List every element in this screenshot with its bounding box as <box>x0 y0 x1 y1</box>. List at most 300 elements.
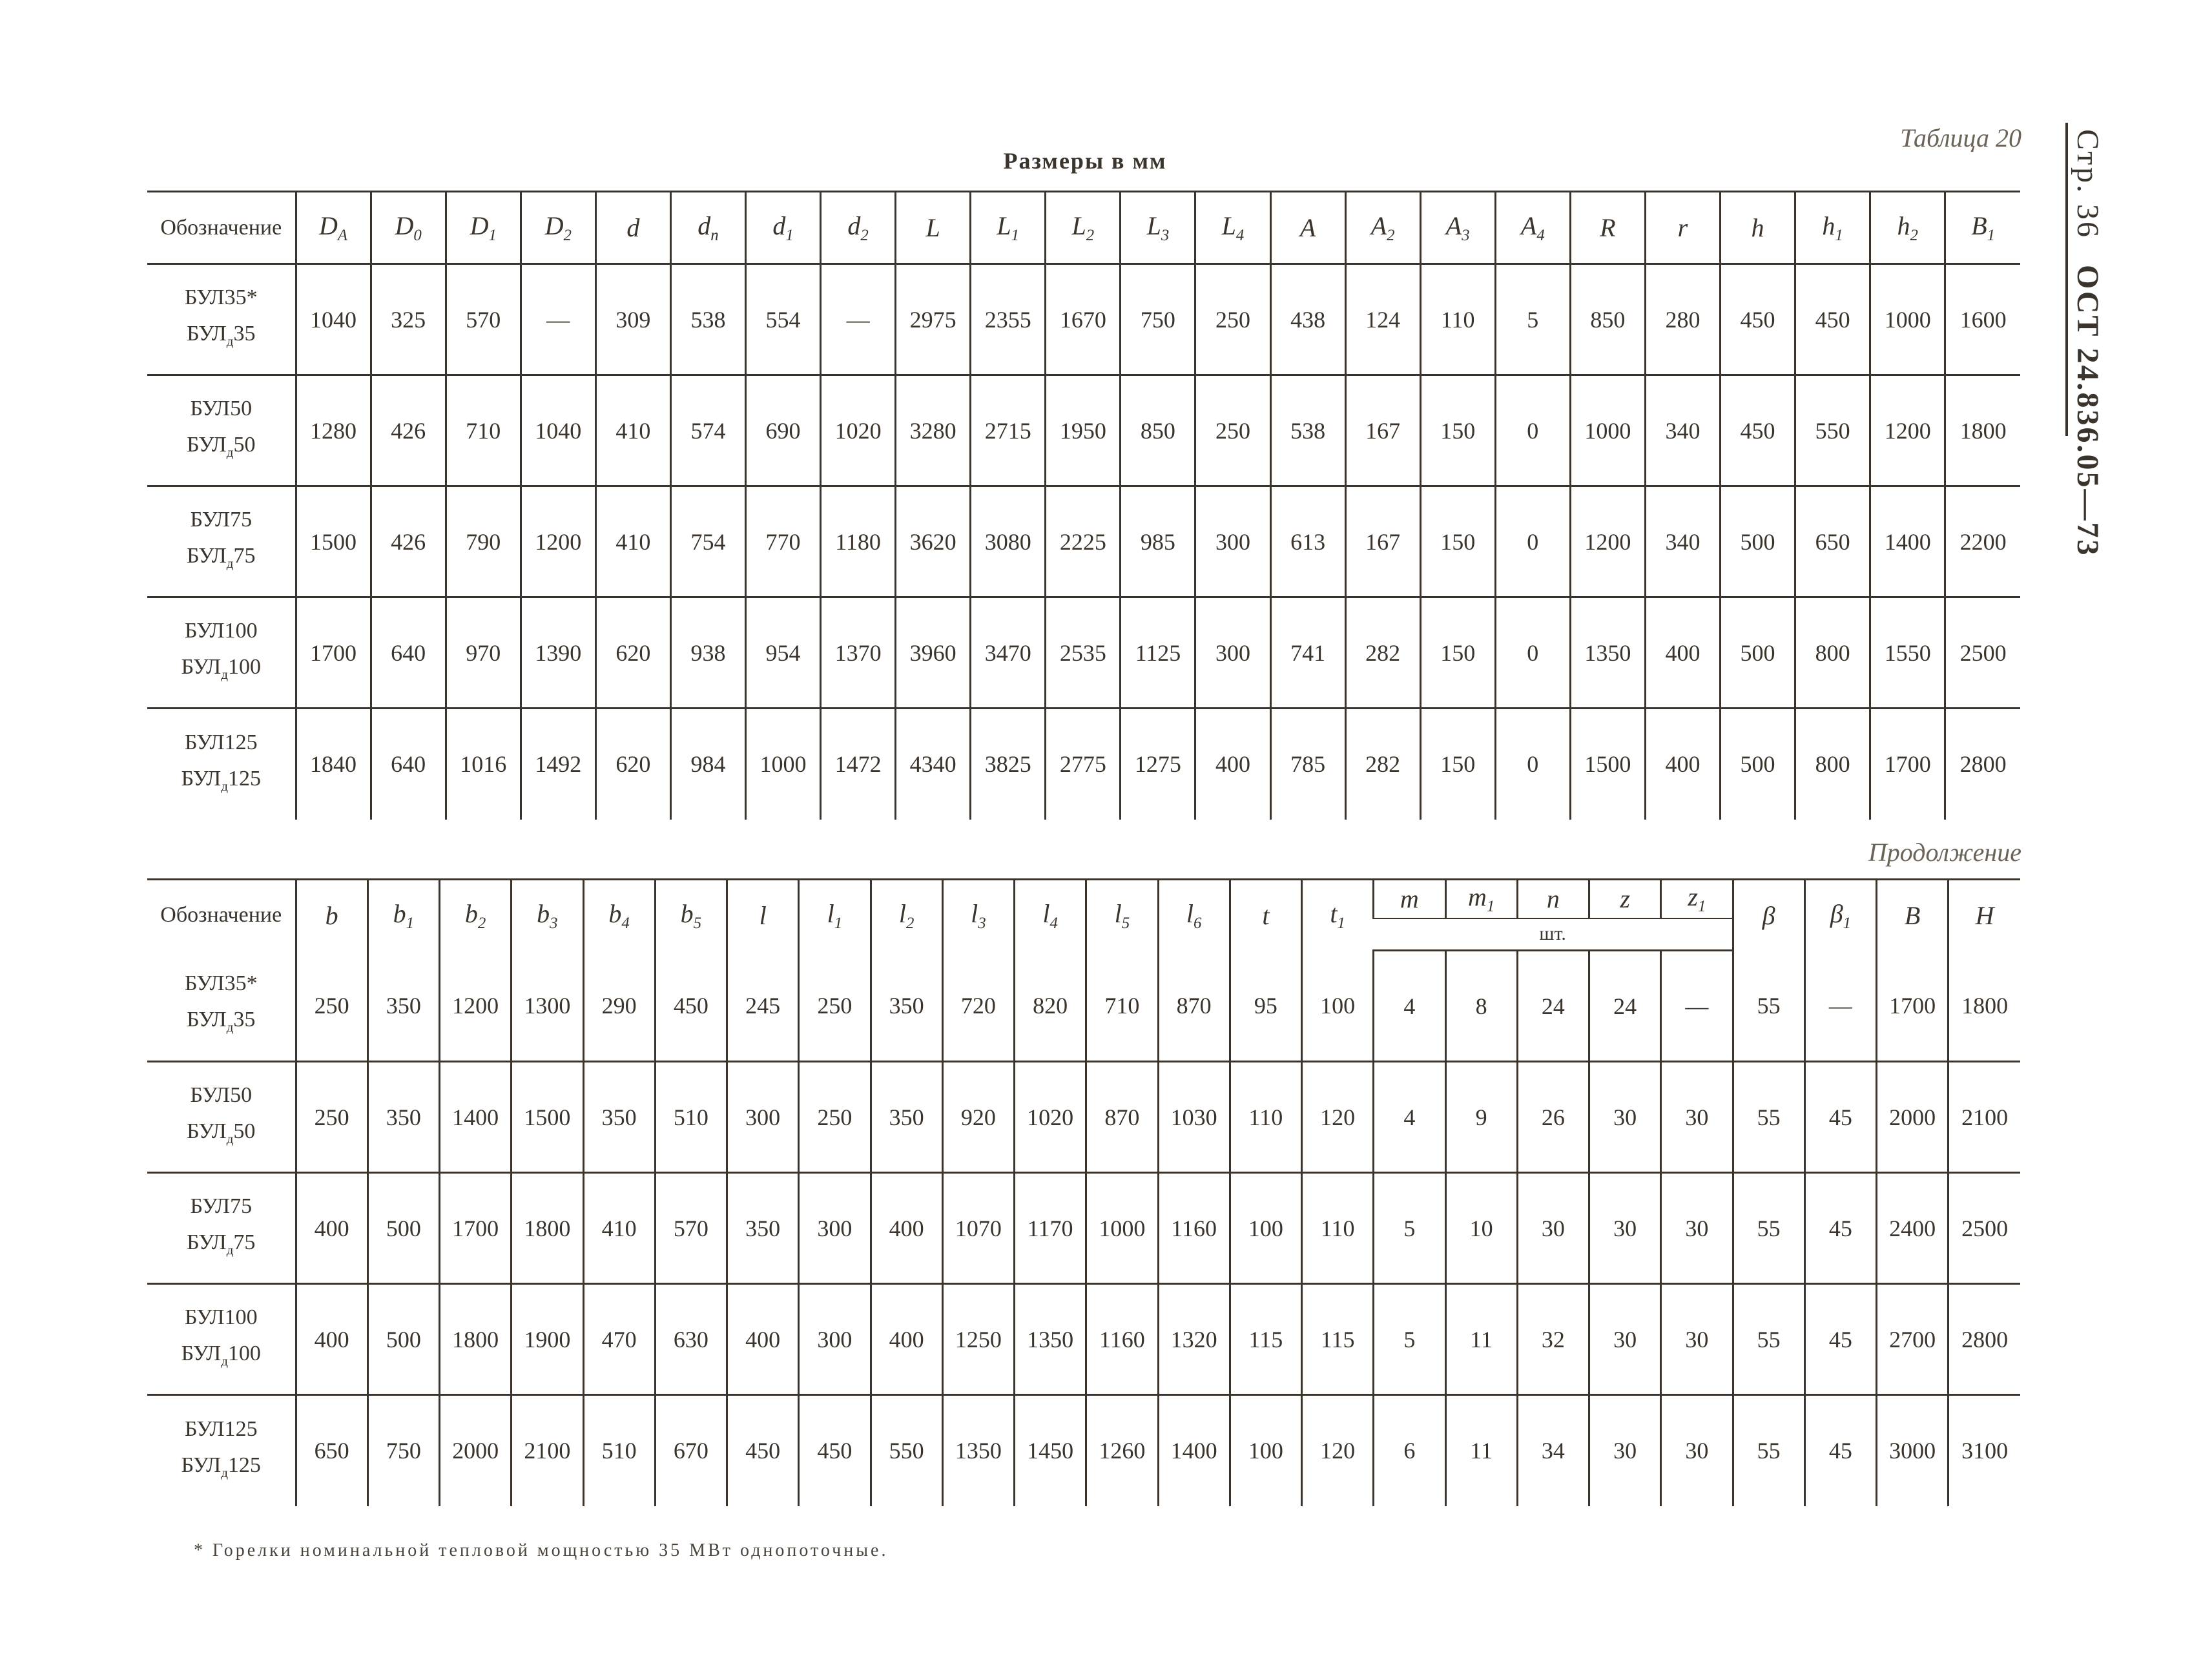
header-a-4: $A_4$ <box>1495 192 1570 264</box>
table-cell: 770 <box>745 486 820 597</box>
table-cell: 670 <box>655 1395 727 1506</box>
table-cell: 870 <box>1158 951 1230 1062</box>
table-cell: 300 <box>1195 597 1270 709</box>
table-cell: 2400 <box>1877 1173 1948 1284</box>
table-cell: 650 <box>296 1395 367 1506</box>
table-cell: 1600 <box>1945 264 2020 375</box>
table-cell: 1840 <box>296 709 371 820</box>
table-cell: 45 <box>1804 1173 1876 1284</box>
header-d-1: $d_1$ <box>745 192 820 264</box>
table-cell: 400 <box>727 1284 799 1395</box>
table-cell: 570 <box>446 264 521 375</box>
table-cell: 450 <box>727 1395 799 1506</box>
table-cell: 800 <box>1795 597 1870 709</box>
table-cell: 30 <box>1661 1173 1733 1284</box>
table-cell: 1800 <box>1948 951 2020 1062</box>
table-cell: 400 <box>1645 709 1720 820</box>
table-cell: 1200 <box>1570 486 1645 597</box>
table-cell: 120 <box>1302 1062 1374 1173</box>
table-cell: 115 <box>1230 1284 1301 1395</box>
table-cell: 350 <box>367 1062 439 1173</box>
header-b-1: $b_1$ <box>367 880 439 951</box>
table-cell: 1950 <box>1046 375 1121 486</box>
table-cell: 1350 <box>942 1395 1014 1506</box>
table-cell: 570 <box>655 1173 727 1284</box>
table-cell: 2000 <box>440 1395 512 1506</box>
row-designation: БУЛ100 $БУЛ_д100$ <box>147 1284 296 1395</box>
table-cell: 710 <box>446 375 521 486</box>
table-cell: 167 <box>1345 375 1420 486</box>
header-l: L <box>896 192 971 264</box>
table-cell: 45 <box>1804 1062 1876 1173</box>
table-row <box>147 951 2020 1062</box>
header--: β <box>1733 880 1804 951</box>
table-cell: 30 <box>1517 1173 1589 1284</box>
table-cell: 1350 <box>1015 1284 1086 1395</box>
table-cell: 410 <box>583 1173 655 1284</box>
table-cell: 55 <box>1733 1284 1804 1395</box>
row-designation: БУЛ75 $БУЛ_д75$ <box>147 1173 296 1284</box>
table-cell: 410 <box>595 486 670 597</box>
table-cell: 1280 <box>296 375 371 486</box>
table-cell: 110 <box>1302 1173 1374 1284</box>
table-cell: 754 <box>670 486 745 597</box>
table-cell: 870 <box>1086 1062 1158 1173</box>
table-row <box>147 486 2020 597</box>
table-cell: 350 <box>871 1062 942 1173</box>
table-cell: 2700 <box>1877 1284 1948 1395</box>
table-cell: 30 <box>1589 1284 1661 1395</box>
table-row <box>147 375 2020 486</box>
table-cell: 0 <box>1495 709 1570 820</box>
table-cell: 2975 <box>896 264 971 375</box>
table-cell: 2500 <box>1945 597 2020 709</box>
table-cell: 450 <box>1721 264 1795 375</box>
table-cell: 613 <box>1270 486 1345 597</box>
table-cell: 1700 <box>1877 951 1948 1062</box>
table-cell: 30 <box>1589 1395 1661 1506</box>
table-cell: 400 <box>871 1284 942 1395</box>
table-cell: 350 <box>367 951 439 1062</box>
header-b: b <box>296 880 367 951</box>
table-cell: 300 <box>727 1062 799 1173</box>
header-l: l <box>727 880 799 951</box>
header-l-2: $L_2$ <box>1046 192 1121 264</box>
table-cell: 1800 <box>512 1173 583 1284</box>
units-caption: Размеры в мм <box>1003 148 1167 174</box>
table-row <box>147 709 2020 820</box>
header-d-п: $d_п$ <box>670 192 745 264</box>
table-cell: 2225 <box>1046 486 1121 597</box>
header-a-3: $A_3$ <box>1420 192 1495 264</box>
table-cell: — <box>1661 951 1733 1062</box>
table-cell: 1700 <box>1870 709 1945 820</box>
table-cell: 2000 <box>1877 1062 1948 1173</box>
table-cell: 1200 <box>440 951 512 1062</box>
table-cell: 1180 <box>821 486 896 597</box>
header-l-5: $l_5$ <box>1086 880 1158 951</box>
table-cell: 1275 <box>1121 709 1195 820</box>
table-cell: 1450 <box>1015 1395 1086 1506</box>
row-designation: БУЛ35* $БУЛ_д35$ <box>184 971 258 1035</box>
header-h-1: $h_1$ <box>1795 192 1870 264</box>
table-cell: 340 <box>1645 486 1720 597</box>
table-cell: 350 <box>871 951 942 1062</box>
header-l-3: $L_3$ <box>1121 192 1195 264</box>
header-d-a: $D_A$ <box>296 192 371 264</box>
table-cell: 34 <box>1517 1395 1589 1506</box>
table-cell: 984 <box>670 709 745 820</box>
table-cell: 1500 <box>296 486 371 597</box>
table-cell: 470 <box>583 1284 655 1395</box>
table-cell: 620 <box>595 709 670 820</box>
table-cell: 3470 <box>971 597 1046 709</box>
header-d-1: $D_1$ <box>446 192 521 264</box>
table-cell: 100 <box>1302 951 1374 1062</box>
header-z: z <box>1589 880 1661 918</box>
table-cell: 245 <box>727 951 799 1062</box>
header-a: A <box>1270 192 1345 264</box>
table-cell: 2500 <box>1948 1173 2020 1284</box>
table-cell: 1070 <box>942 1173 1014 1284</box>
table-cell: 5 <box>1495 264 1570 375</box>
header-unit-pcs: шт. <box>1374 918 1733 951</box>
table-cell: 100 <box>1230 1173 1301 1284</box>
table-cell: 410 <box>595 375 670 486</box>
header-a-2: $A_2$ <box>1345 192 1420 264</box>
table-cell: 95 <box>1230 951 1301 1062</box>
table-cell: 300 <box>799 1284 871 1395</box>
table-cell: 55 <box>1733 951 1804 1062</box>
table-cell: 10 <box>1445 1173 1517 1284</box>
table-row <box>147 597 2020 709</box>
table-cell: 0 <box>1495 597 1570 709</box>
table-cell: 640 <box>371 597 446 709</box>
table-cell: 8 <box>1445 951 1517 1062</box>
table-cell: 250 <box>799 951 871 1062</box>
table-row <box>147 1062 2020 1173</box>
header-b-1: $B_1$ <box>1945 192 2020 264</box>
table-cell: 5 <box>1374 1173 1445 1284</box>
table-cell: 30 <box>1661 1062 1733 1173</box>
table-cell: 1020 <box>1015 1062 1086 1173</box>
table-cell: 2775 <box>1046 709 1121 820</box>
table-row <box>147 264 2020 375</box>
table-cell: 110 <box>1230 1062 1301 1173</box>
continuation-label: Продолжение <box>1868 838 2021 867</box>
header-t-1: $t_1$ <box>1302 880 1374 951</box>
table-cell: 2535 <box>1046 597 1121 709</box>
table-cell: 938 <box>670 597 745 709</box>
table-label: Таблица 20 <box>1900 123 2021 152</box>
header-r: r <box>1645 192 1720 264</box>
table-cell: 45 <box>1804 1284 1876 1395</box>
table-cell: 820 <box>1015 951 1086 1062</box>
table-cell: 309 <box>595 264 670 375</box>
table-cell: 4340 <box>896 709 971 820</box>
table-cell: 1160 <box>1086 1284 1158 1395</box>
table-cell: 1320 <box>1158 1284 1230 1395</box>
header-b-5: $b_5$ <box>655 880 727 951</box>
header-h-2: $h_2$ <box>1870 192 1945 264</box>
table-cell: 340 <box>1645 375 1720 486</box>
table-cell: 1500 <box>1570 709 1645 820</box>
table-cell: 1260 <box>1086 1395 1158 1506</box>
table-cell: 2355 <box>971 264 1046 375</box>
table-cell: 1700 <box>440 1173 512 1284</box>
table-cell: 550 <box>1795 375 1870 486</box>
table-cell: 450 <box>1795 264 1870 375</box>
table-cell: 850 <box>1121 375 1195 486</box>
table-cell: 554 <box>745 264 820 375</box>
header-d-2: $d_2$ <box>821 192 896 264</box>
table-cell: 1170 <box>1015 1173 1086 1284</box>
table-cell: 32 <box>1517 1284 1589 1395</box>
row-designation: БУЛ125 $БУЛ_д125$ <box>147 709 296 820</box>
table-cell: 426 <box>371 375 446 486</box>
table-cell: 1900 <box>512 1284 583 1395</box>
table-cell: 640 <box>371 709 446 820</box>
table-cell: 800 <box>1795 709 1870 820</box>
table-cell: 400 <box>1645 597 1720 709</box>
header-b: B <box>1877 880 1948 951</box>
table-cell: 1040 <box>521 375 595 486</box>
header-m-1: $m_1$ <box>1445 880 1517 918</box>
table-cell: 26 <box>1517 1062 1589 1173</box>
table-cell: 250 <box>799 1062 871 1173</box>
table-cell: 2100 <box>512 1395 583 1506</box>
table-row <box>147 1395 2020 1506</box>
table-cell: 1000 <box>1570 375 1645 486</box>
table-row <box>147 1284 2020 1395</box>
table-cell: 1020 <box>821 375 896 486</box>
table-cell: 538 <box>1270 375 1345 486</box>
table-cell: 250 <box>296 1062 367 1173</box>
table-cell: 690 <box>745 375 820 486</box>
table-cell: 1040 <box>296 264 371 375</box>
table-cell: 1000 <box>1086 1173 1158 1284</box>
table-cell: 250 <box>1195 375 1270 486</box>
header-d-2: $D_2$ <box>521 192 595 264</box>
table-cell: 55 <box>1733 1173 1804 1284</box>
table-cell: 1160 <box>1158 1173 1230 1284</box>
header-l-1: $l_1$ <box>799 880 871 951</box>
header-designation: Обозначение <box>147 880 296 951</box>
table-cell: 124 <box>1345 264 1420 375</box>
table-cell: 167 <box>1345 486 1420 597</box>
table-cell: 1250 <box>942 1284 1014 1395</box>
header-r: R <box>1570 192 1645 264</box>
table-cell: 710 <box>1086 951 1158 1062</box>
table-cell: 2715 <box>971 375 1046 486</box>
table-cell: 1200 <box>521 486 595 597</box>
table-cell: 4 <box>1374 1062 1445 1173</box>
table-cell: 1400 <box>440 1062 512 1173</box>
table-cell: 1670 <box>1046 264 1121 375</box>
running-head <box>2047 129 2105 557</box>
table-cell: 150 <box>1420 375 1495 486</box>
table-cell: 325 <box>371 264 446 375</box>
table-cell: 1400 <box>1158 1395 1230 1506</box>
table-cell: 115 <box>1302 1284 1374 1395</box>
row-designation: БУЛ125 $БУЛ_д125$ <box>147 1395 296 1506</box>
header-l-2: $l_2$ <box>871 880 942 951</box>
table-cell: 30 <box>1589 1062 1661 1173</box>
table-cell: 400 <box>871 1173 942 1284</box>
table-cell: 250 <box>1195 264 1270 375</box>
table-cell: 574 <box>670 375 745 486</box>
header-l-3: $l_3$ <box>942 880 1014 951</box>
standard-number: ОСТ 24.836.05—73 <box>2071 264 2105 557</box>
table-cell: 3280 <box>896 375 971 486</box>
table-cell: 300 <box>799 1173 871 1284</box>
table-cell: 30 <box>1661 1395 1733 1506</box>
table-cell: 620 <box>595 597 670 709</box>
header-z-1: $z_1$ <box>1661 880 1733 918</box>
header-b-4: $b_4$ <box>583 880 655 951</box>
table-cell: 500 <box>367 1173 439 1284</box>
table-cell: 1800 <box>1945 375 2020 486</box>
footnote: * Горелки номинальной тепловой мощностью 35 МВт однопоточные. <box>194 1540 889 1560</box>
table-cell: 350 <box>583 1062 655 1173</box>
row-designation: БУЛ50 $БУЛ_д50$ <box>147 1062 296 1173</box>
table-cell: 500 <box>1721 486 1795 597</box>
table-cell: 55 <box>1733 1395 1804 1506</box>
dimensions-table-1 <box>147 191 2020 820</box>
header-b-3: $b_3$ <box>512 880 583 951</box>
table-cell: 1472 <box>821 709 896 820</box>
table-cell: 55 <box>1733 1062 1804 1173</box>
header-d: d <box>595 192 670 264</box>
table-cell: 4 <box>1374 951 1445 1062</box>
table-cell: 3960 <box>896 597 971 709</box>
table-cell: 785 <box>1270 709 1345 820</box>
table-cell: 1300 <box>512 951 583 1062</box>
table-cell: 750 <box>1121 264 1195 375</box>
row-designation: БУЛ75 $БУЛ_д75$ <box>147 486 296 597</box>
table-cell: 450 <box>799 1395 871 1506</box>
table-cell: 790 <box>446 486 521 597</box>
header-b-2: $b_2$ <box>440 880 512 951</box>
dimensions-table-2 <box>147 878 2020 1506</box>
table-cell: 1125 <box>1121 597 1195 709</box>
table-cell: 3100 <box>1948 1395 2020 1506</box>
table-cell: 1390 <box>521 597 595 709</box>
table-cell: 100 <box>1230 1395 1301 1506</box>
table-cell: — <box>521 264 595 375</box>
table-cell: 282 <box>1345 709 1420 820</box>
table-cell: 970 <box>446 597 521 709</box>
table-cell: 3620 <box>896 486 971 597</box>
table-cell: 850 <box>1570 264 1645 375</box>
table-row <box>147 1173 2020 1284</box>
header-l-4: $L_4$ <box>1195 192 1270 264</box>
table-cell: 741 <box>1270 597 1345 709</box>
page-number: Стр. 36 <box>2071 129 2105 239</box>
header-n: n <box>1517 880 1589 918</box>
table-cell: 1030 <box>1158 1062 1230 1173</box>
table-cell: 510 <box>655 1062 727 1173</box>
table-cell: 3000 <box>1877 1395 1948 1506</box>
table-cell: 985 <box>1121 486 1195 597</box>
table-cell: 500 <box>1721 709 1795 820</box>
table-cell: 500 <box>1721 597 1795 709</box>
table-cell: 920 <box>942 1062 1014 1173</box>
table-cell: 280 <box>1645 264 1720 375</box>
table-cell: 30 <box>1661 1284 1733 1395</box>
table-cell: 630 <box>655 1284 727 1395</box>
header-l-6: $l_6$ <box>1158 880 1230 951</box>
table-cell: 1350 <box>1570 597 1645 709</box>
table-cell: 426 <box>371 486 446 597</box>
table-cell: 538 <box>670 264 745 375</box>
table-cell: 400 <box>1195 709 1270 820</box>
table-cell: — <box>1804 951 1876 1062</box>
table-cell: 11 <box>1445 1395 1517 1506</box>
table-cell: 650 <box>1795 486 1870 597</box>
table-cell: 250 <box>296 951 367 1062</box>
table-cell: 120 <box>1302 1395 1374 1506</box>
table-cell: 720 <box>942 951 1014 1062</box>
table-cell: 150 <box>1420 597 1495 709</box>
header-designation: Обозначение <box>147 192 296 264</box>
table-cell: 11 <box>1445 1284 1517 1395</box>
table-cell: 954 <box>745 597 820 709</box>
table-cell: 400 <box>296 1173 367 1284</box>
table-cell: 1400 <box>1870 486 1945 597</box>
table-cell: 500 <box>367 1284 439 1395</box>
header-l-4: $l_4$ <box>1015 880 1086 951</box>
table-cell: 1700 <box>296 597 371 709</box>
table-cell: 3825 <box>971 709 1046 820</box>
table-cell: 1000 <box>745 709 820 820</box>
header-l-1: $L_1$ <box>971 192 1046 264</box>
table-cell: 30 <box>1589 1173 1661 1284</box>
header-m: m <box>1374 880 1445 918</box>
header-t: t <box>1230 880 1301 951</box>
header-d-0: $D_0$ <box>371 192 446 264</box>
table-cell: 1500 <box>512 1062 583 1173</box>
table-cell: 2800 <box>1945 709 2020 820</box>
table-cell: 300 <box>1195 486 1270 597</box>
table-cell: 1016 <box>446 709 521 820</box>
table-cell: 282 <box>1345 597 1420 709</box>
row-designation: БУЛ50 $БУЛ_д50$ <box>147 375 296 486</box>
table-cell: 3080 <box>971 486 1046 597</box>
table-cell: 5 <box>1374 1284 1445 1395</box>
table-cell: 290 <box>583 951 655 1062</box>
table-cell: 450 <box>1721 375 1795 486</box>
table-cell: 6 <box>1374 1395 1445 1506</box>
table-cell: 9 <box>1445 1062 1517 1173</box>
table-cell: 1370 <box>821 597 896 709</box>
table-cell: 450 <box>655 951 727 1062</box>
table-cell: 2100 <box>1948 1062 2020 1173</box>
table-cell: 0 <box>1495 486 1570 597</box>
row-designation: БУЛ35* $БУЛ_д35$ <box>184 285 258 349</box>
table-cell: 150 <box>1420 486 1495 597</box>
table-cell: 1492 <box>521 709 595 820</box>
table-cell: 110 <box>1420 264 1495 375</box>
table-cell: 1800 <box>440 1284 512 1395</box>
table-cell: 550 <box>871 1395 942 1506</box>
table-cell: 400 <box>296 1284 367 1395</box>
table-cell: 2800 <box>1948 1284 2020 1395</box>
table-cell: 0 <box>1495 375 1570 486</box>
header-h: h <box>1721 192 1795 264</box>
table-cell: 24 <box>1589 951 1661 1062</box>
table-cell: 750 <box>367 1395 439 1506</box>
